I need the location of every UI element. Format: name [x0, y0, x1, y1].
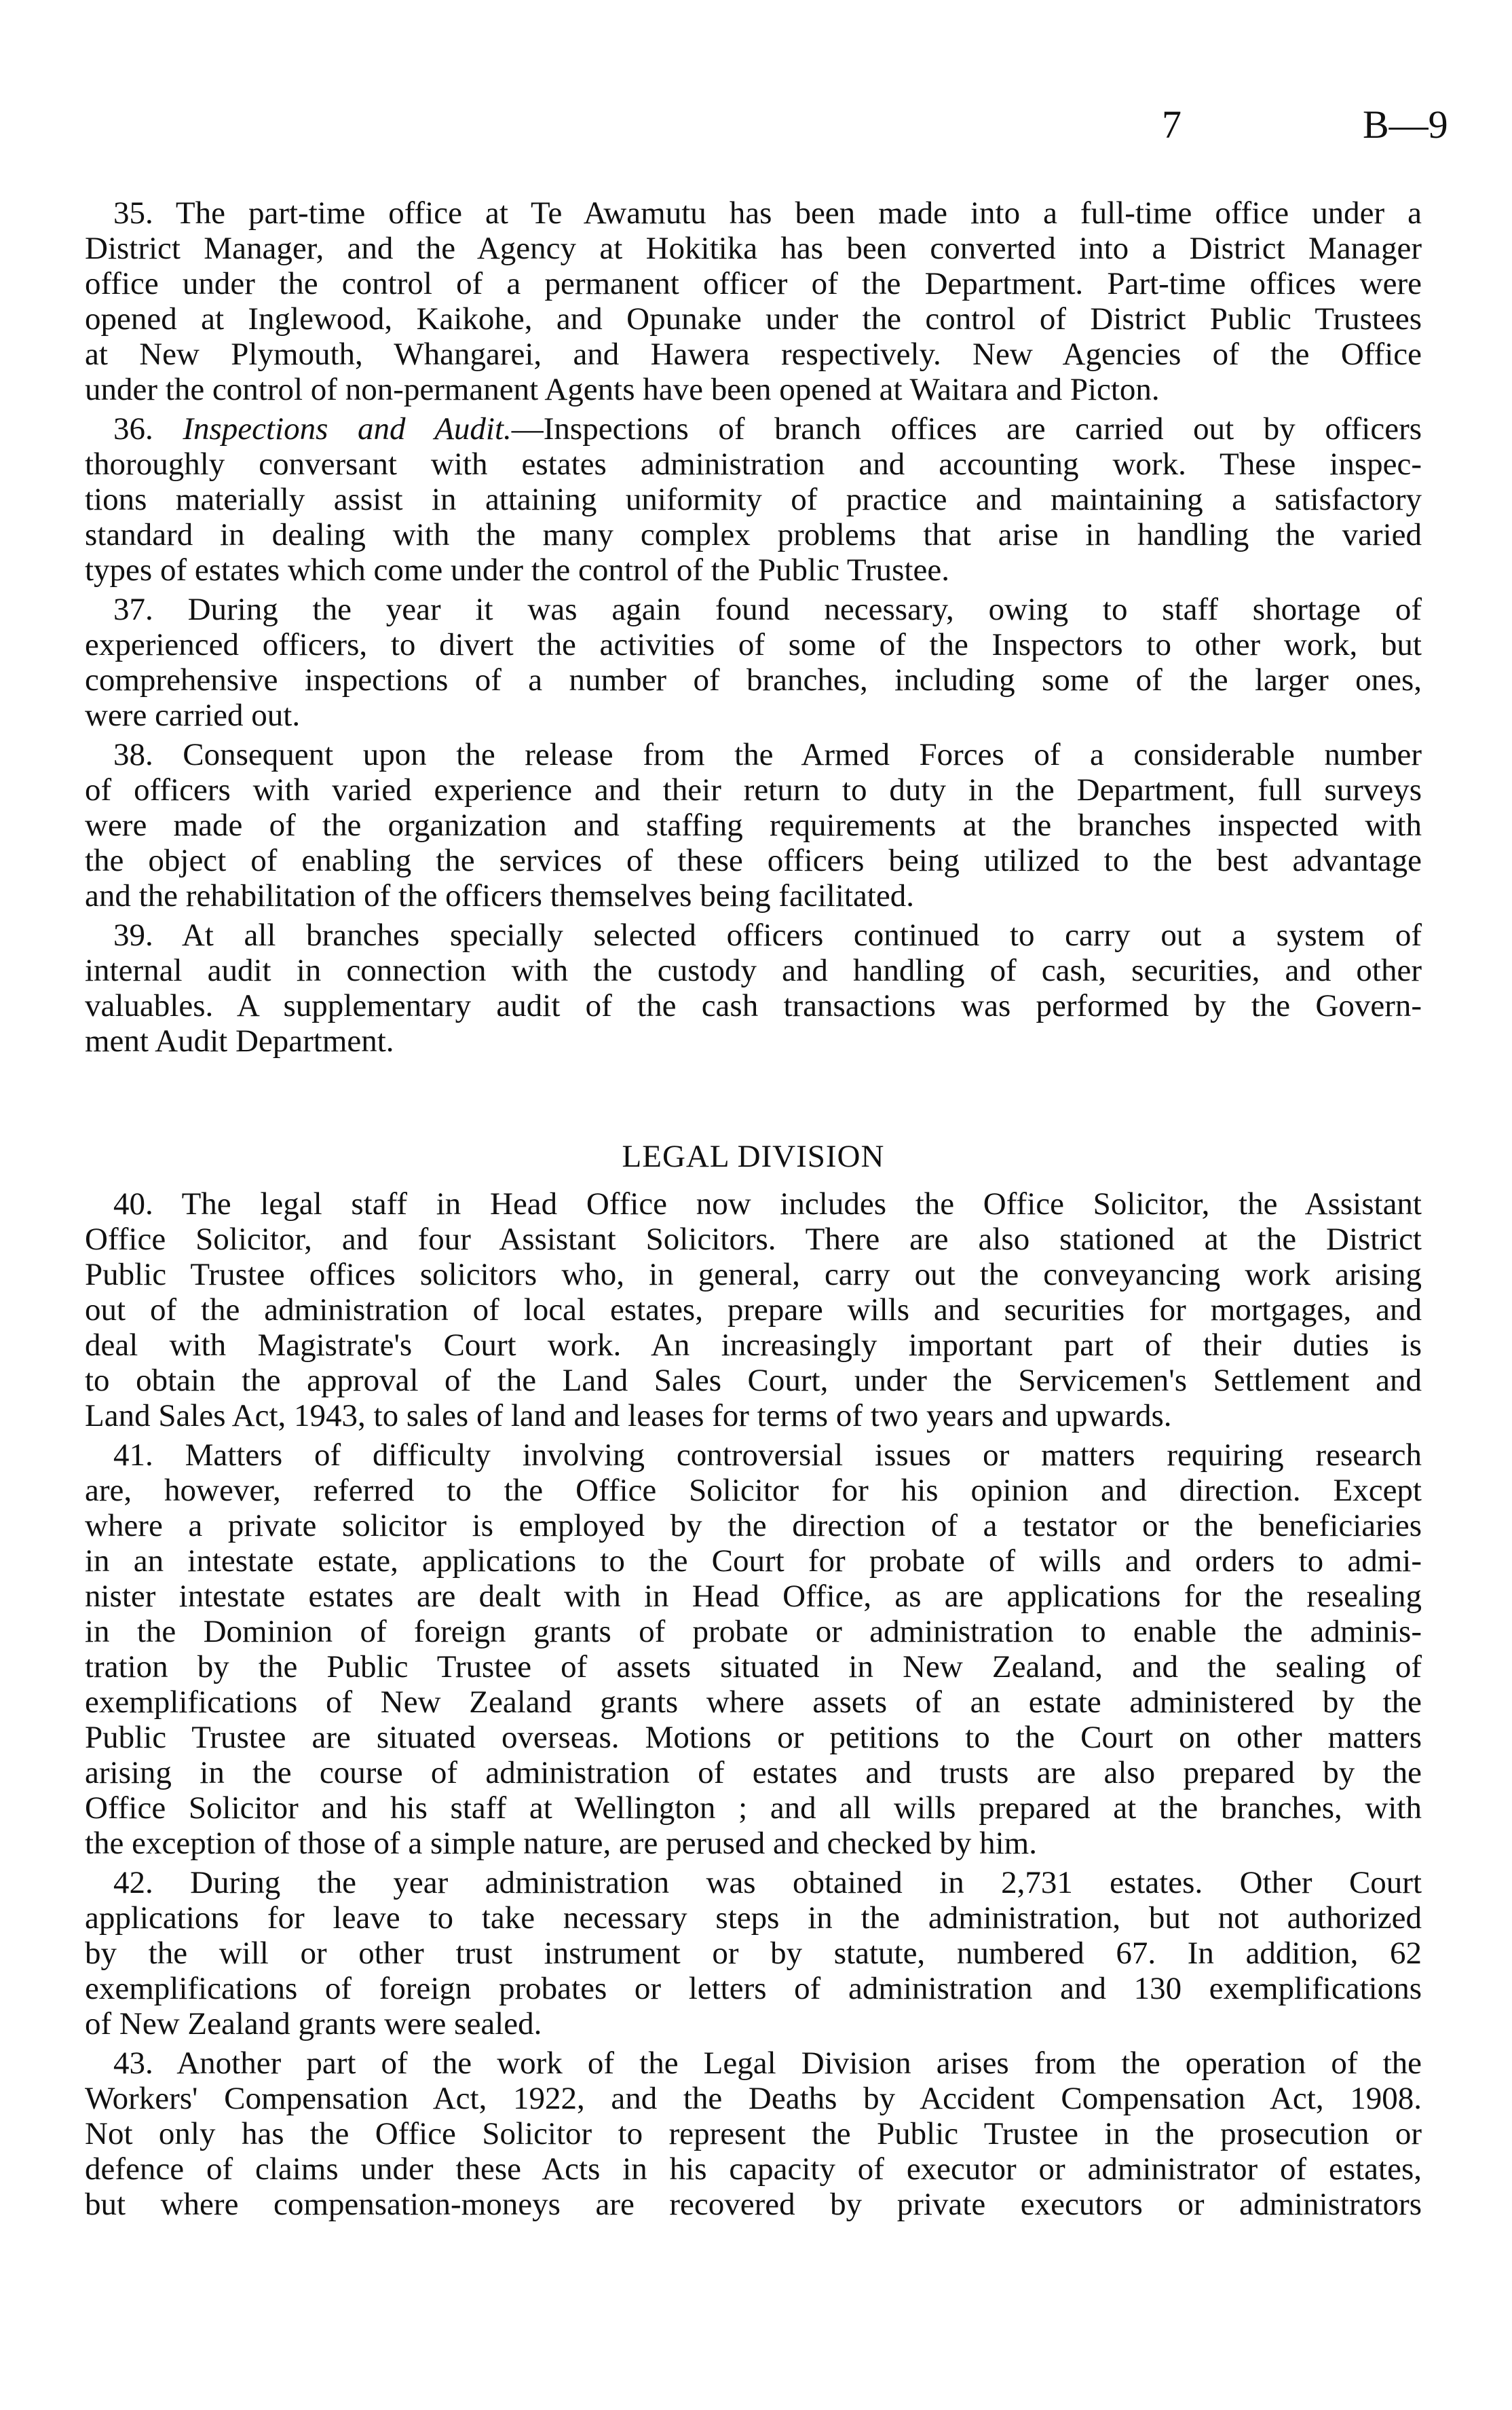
text-line: by the will or other trust instrument or by statute, numbered 67. In addition, 62	[85, 1936, 1422, 1971]
paragraph	[85, 1186, 1422, 1433]
text-line: 41. Matters of difficulty involving controversial issues or matters requiring research	[113, 1437, 1422, 1473]
paragraph	[85, 411, 1422, 588]
text-line: at New Plymouth, Whangarei, and Hawera respectively. New Agencies of the Office	[85, 337, 1422, 372]
text-line: deal with Magistrate's Court work. An increasingly important part of their duties is	[85, 1328, 1422, 1363]
series-code: B—9	[1363, 102, 1448, 147]
text-line: 35. The part-time office at Te Awamutu has been made into a full-time office under a	[113, 195, 1422, 231]
text-line: exemplifications of foreign probates or letters of administration and 130 exemplifications	[85, 1971, 1422, 2006]
paragraph	[85, 592, 1422, 733]
text-line: arising in the course of administration of estates and trusts are also prepared by the	[85, 1755, 1422, 1790]
text-line: Land Sales Act, 1943, to sales of land and leases for terms of two years and upwards.	[85, 1398, 1172, 1433]
text-line: in an intestate estate, applications to the Court for probate of wills and orders to admi-	[85, 1543, 1422, 1579]
text-line: and the rehabilitation of the officers themselves being facilitated.	[85, 878, 914, 914]
text-line: nister intestate estates are dealt with in Head Office, as are applications for the resealing	[85, 1579, 1422, 1614]
text-line: 40. The legal staff in Head Office now includes the Office Solicitor, the Assistant	[113, 1186, 1422, 1222]
text-line: 38. Consequent upon the release from the Armed Forces of a considerable number	[113, 737, 1422, 772]
paragraph	[85, 1437, 1422, 1861]
text-line: tration by the Public Trustee of assets situated in New Zealand, and the sealing of	[85, 1649, 1422, 1684]
text-line: 42. During the year administration was obtained in 2,731 estates. Other Court	[113, 1865, 1422, 1900]
text-line: types of estates which come under the control of the Public Trustee.	[85, 552, 949, 588]
text-line	[85, 411, 1422, 447]
text-line: to obtain the approval of the Land Sales Court, under the Servicemen's Settlement and	[85, 1363, 1422, 1398]
text-line: Workers' Compensation Act, 1922, and the Deaths by Accident Compensation Act, 1908.	[85, 2081, 1422, 2116]
text-line: office under the control of a permanent officer of the Department. Part-time offices were	[85, 266, 1422, 301]
paragraph	[85, 195, 1422, 407]
text-line: Public Trustee offices solicitors who, in general, carry out the conveyancing work arising	[85, 1257, 1422, 1292]
italic-subheading: Inspections and Audit.	[183, 411, 512, 447]
text-line: Office Solicitor, and four Assistant Solicitors. There are also stationed at the District	[85, 1222, 1422, 1257]
text-line: internal audit in connection with the custody and handling of cash, securities, and other	[85, 953, 1422, 988]
text-line: of New Zealand grants were sealed.	[85, 2006, 542, 2041]
text-segment: —Inspections of branch offices are carried out by officers	[511, 411, 1422, 447]
text-line: where a private solicitor is employed by the direction of a testator or the beneficiaries	[85, 1508, 1422, 1543]
text-line: are, however, referred to the Office Solicitor for his opinion and direction. Except	[85, 1473, 1422, 1508]
text-line: opened at Inglewood, Kaikohe, and Opunake under the control of District Public Trustees	[85, 301, 1422, 337]
body-text	[85, 191, 1422, 2222]
section-heading: LEGAL DIVISION	[622, 1139, 885, 1174]
text-line: Public Trustee are situated overseas. Motions or petitions to the Court on other matters	[85, 1720, 1422, 1755]
text-line: 43. Another part of the work of the Legal Division arises from the operation of the	[113, 2046, 1422, 2081]
text-line: of officers with varied experience and their return to duty in the Department, full surveys	[85, 772, 1422, 808]
paragraph	[85, 918, 1422, 1059]
text-line: 39. At all branches specially selected officers continued to carry out a system of	[113, 918, 1422, 953]
text-line: District Manager, and the Agency at Hokitika has been converted into a District Manager	[85, 231, 1422, 266]
text-line: Not only has the Office Solicitor to represent the Public Trustee in the prosecution or	[85, 2116, 1422, 2151]
text-line: but where compensation-moneys are recovered by private executors or administrators	[85, 2187, 1422, 2222]
text-segment: 36.	[113, 411, 183, 447]
paragraph	[85, 1865, 1422, 2041]
text-line: Office Solicitor and his staff at Wellington ; and all wills prepared at the branches, with	[85, 1790, 1422, 1826]
text-line: comprehensive inspections of a number of branches, including some of the larger ones,	[85, 662, 1422, 698]
paragraph	[85, 2046, 1422, 2222]
text-line: applications for leave to take necessary steps in the administration, but not authorized	[85, 1900, 1422, 1936]
text-line: under the control of non-permanent Agents have been opened at Waitara and Picton.	[85, 372, 1160, 407]
text-line: defence of claims under these Acts in his capacity of executor or administrator of estates,	[85, 2151, 1422, 2187]
text-line: out of the administration of local estates, prepare wills and securities for mortgages, and	[85, 1292, 1422, 1328]
text-line: ment Audit Department.	[85, 1023, 394, 1059]
text-line: exemplifications of New Zealand grants where assets of an estate administered by the	[85, 1684, 1422, 1720]
text-line: tions materially assist in attaining uniformity of practice and maintaining a satisfactory	[85, 482, 1422, 517]
paragraph	[85, 737, 1422, 914]
text-line: standard in dealing with the many complex problems that arise in handling the varied	[85, 517, 1422, 552]
text-line: the object of enabling the services of these officers being utilized to the best advantage	[85, 843, 1422, 878]
page-number: 7	[1162, 102, 1182, 147]
text-line: in the Dominion of foreign grants of probate or administration to enable the adminis-	[85, 1614, 1422, 1649]
text-line: were made of the organization and staffing requirements at the branches inspected with	[85, 808, 1422, 843]
text-line: valuables. A supplementary audit of the cash transactions was performed by the Govern-	[85, 988, 1422, 1023]
text-line: the exception of those of a simple nature, are perused and checked by him.	[85, 1826, 1037, 1861]
text-line: were carried out.	[85, 698, 301, 733]
text-line: thoroughly conversant with estates administration and accounting work. These inspec-	[85, 447, 1422, 482]
text-line: 37. During the year it was again found necessary, owing to staff shortage of	[113, 592, 1422, 627]
text-line: experienced officers, to divert the activities of some of the Inspectors to other work, but	[85, 627, 1422, 662]
